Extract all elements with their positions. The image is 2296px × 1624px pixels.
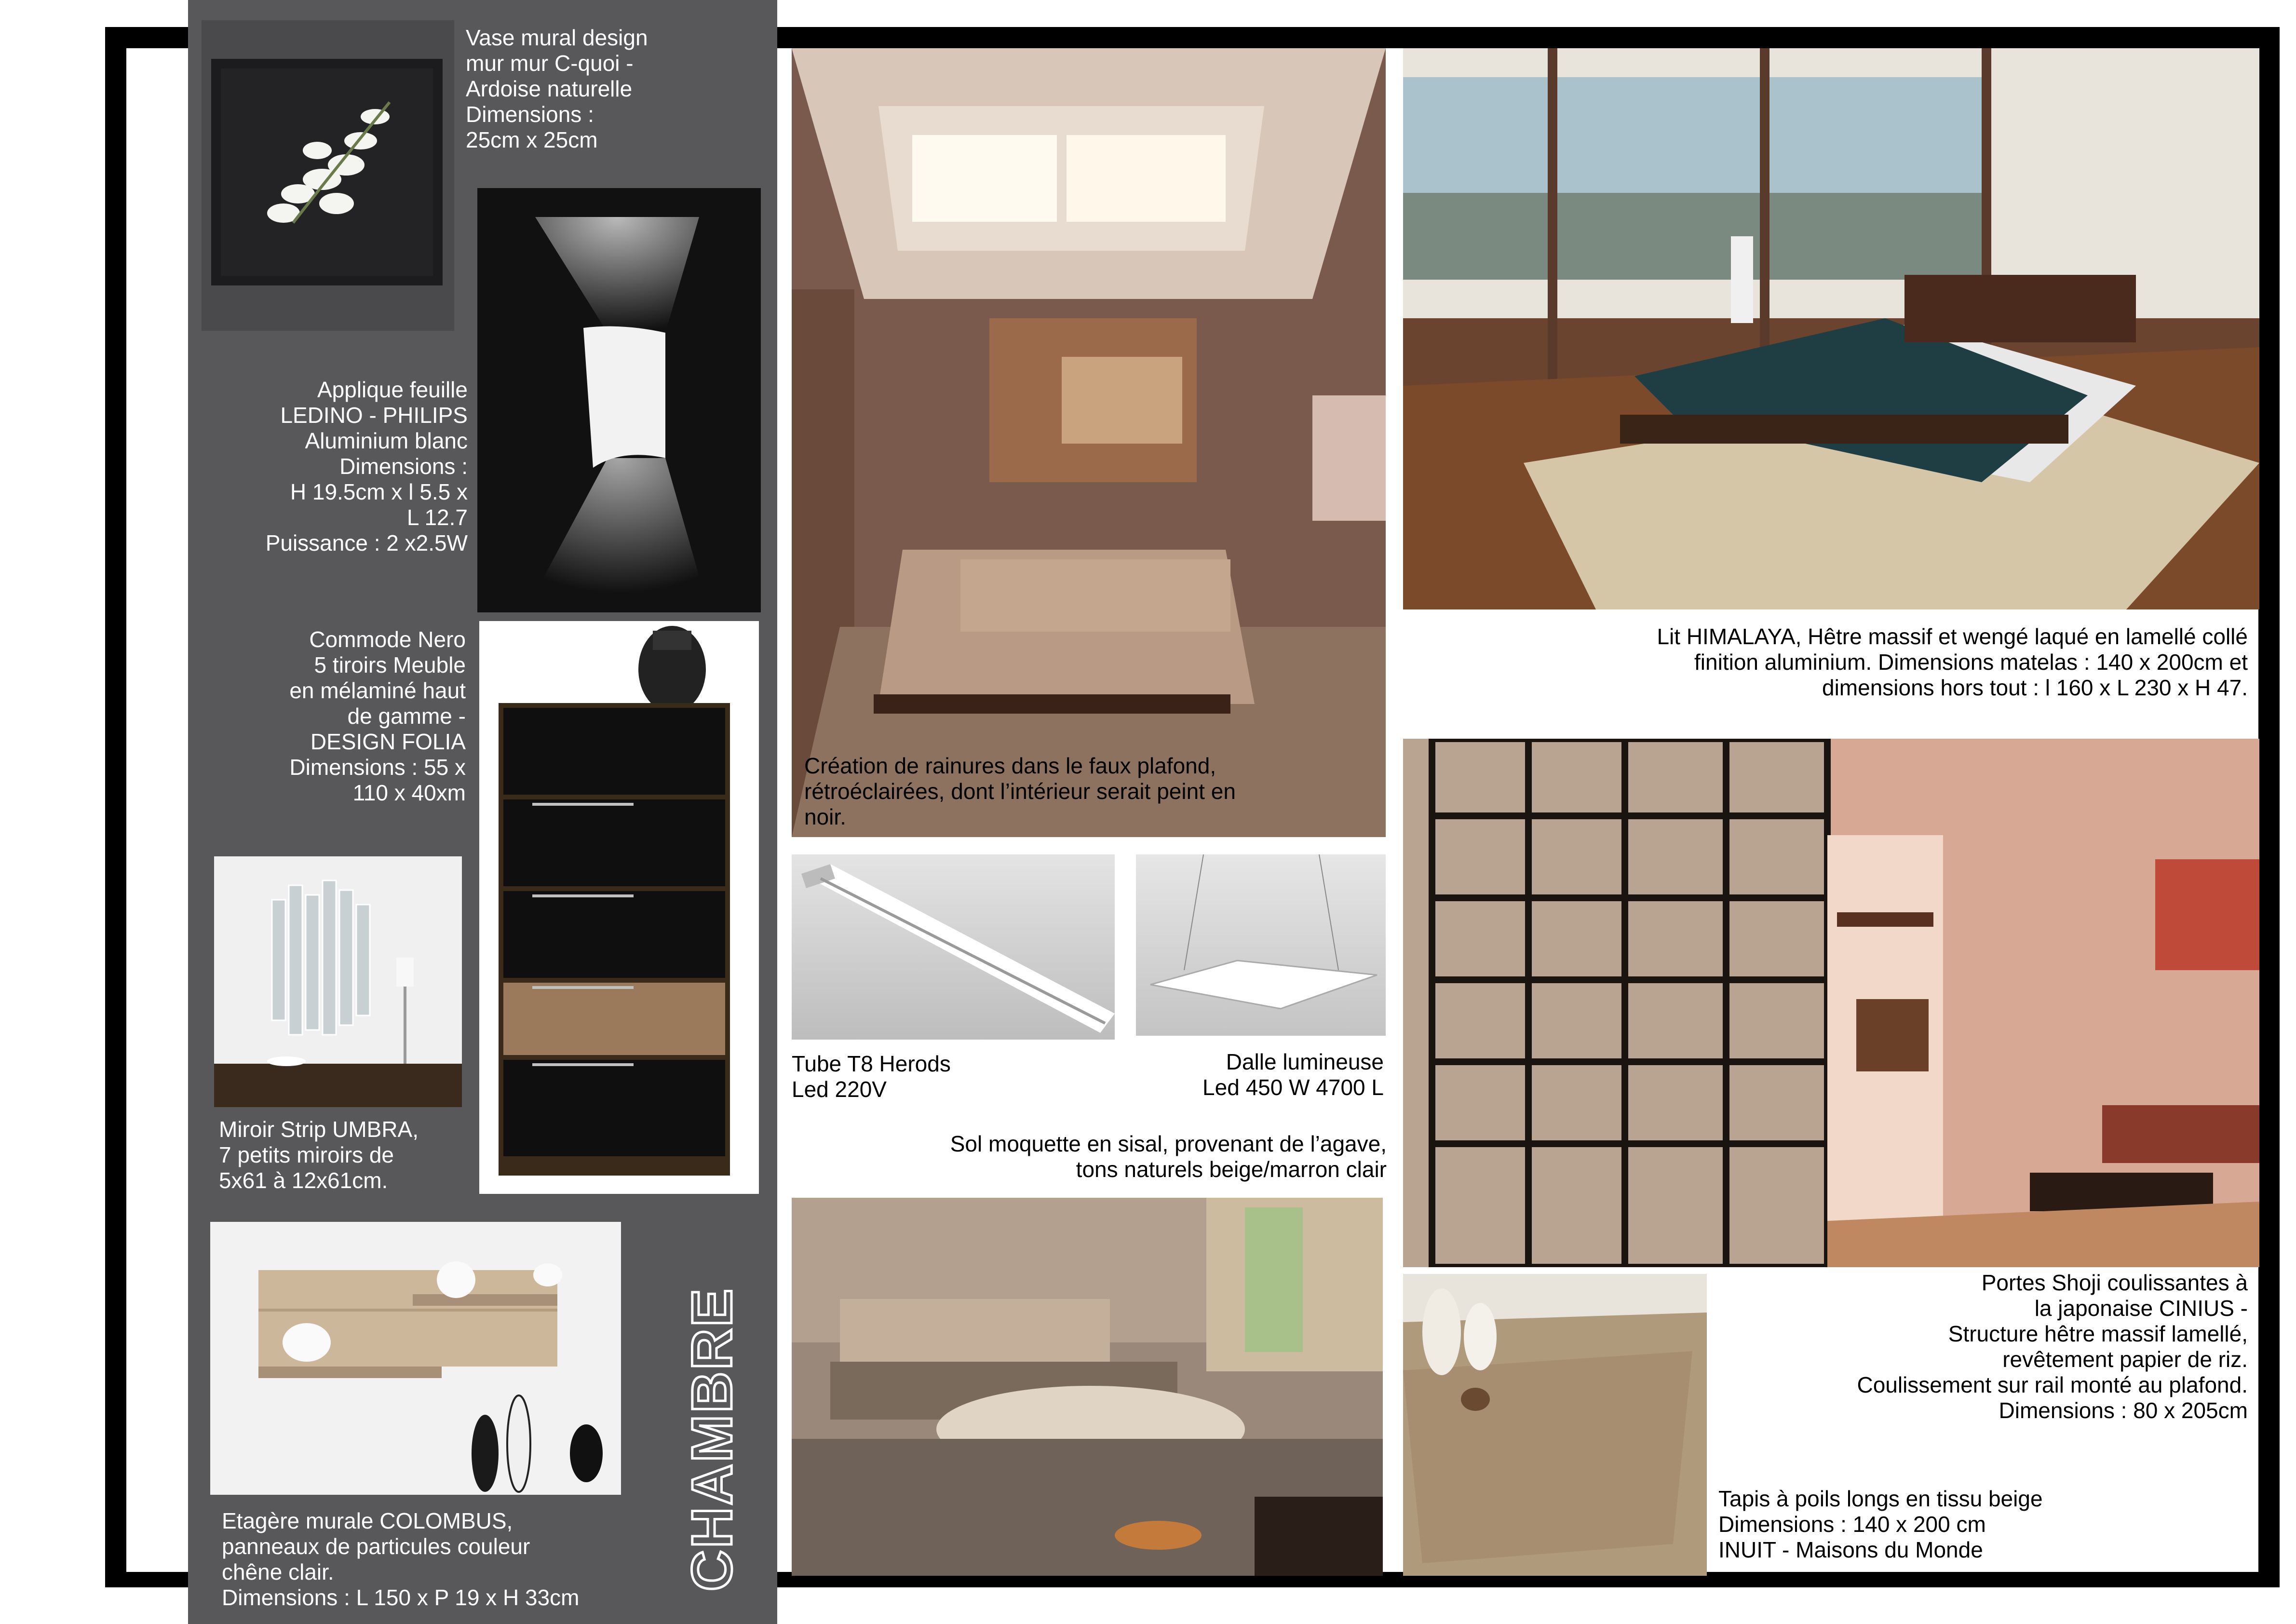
shoji-photo	[1403, 739, 2259, 1267]
shoji-caption: Portes Shoji coulissantes à la japonaise CINIUS - Structure hêtre massif lamellé, revêtement papier de riz. Coulissement sur rail monté au plafond. Dimensions : 80 x 205cm	[1857, 1270, 2248, 1423]
vase-photo	[202, 20, 454, 331]
dalle-photo	[1136, 854, 1386, 1036]
dalle-caption: Dalle lumineuse Led 450 W 4700 L	[1202, 1049, 1384, 1100]
applique-caption: Applique feuille LEDINO - PHILIPS Aluminium blanc Dimensions : H 19.5cm x l 5.5 x L 12.7 Puissance : 2 x2.5W	[265, 377, 468, 555]
bedroom-ceiling-photo	[792, 48, 1386, 837]
plafond-caption: Création de rainures dans le faux plafond, rétroéclairées, dont l’intérieur serait peint en noir.	[804, 753, 1236, 829]
sol-caption: Sol moquette en sisal, provenant de l’agave, tons naturels beige/marron clair	[950, 1131, 1387, 1182]
applique-photo	[477, 188, 761, 612]
miroir-caption: Miroir Strip UMBRA, 7 petits miroirs de 5x61 à 12x61cm.	[219, 1117, 419, 1193]
etagere-caption: Etagère murale COLOMBUS, panneaux de particules couleur chêne clair. Dimensions : L 150 x P 19 x H 33cm	[222, 1508, 580, 1610]
etagere-photo	[210, 1222, 621, 1495]
tube-caption: Tube T8 Herods Led 220V	[792, 1051, 951, 1102]
commode-photo	[479, 621, 759, 1194]
miroir-photo	[214, 856, 462, 1107]
lit-caption: Lit HIMALAYA, Hêtre massif et wengé laqué en lamellé collé finition aluminium. Dimensions matelas : 140 x 200cm et dimensions hors tout : l 160 x L 230 x H 47.	[1657, 624, 2248, 700]
commode-caption: Commode Nero 5 tiroirs Meuble en mélaminé haut de gamme - DESIGN FOLIA Dimensions : 55 x 110 x 40xm	[289, 627, 466, 805]
vase-caption: Vase mural design mur mur C-quoi - Ardoise naturelle Dimensions : 25cm x 25cm	[466, 25, 648, 152]
lit-photo	[1403, 48, 2259, 609]
sol-photo	[792, 1198, 1383, 1576]
tube-photo	[792, 854, 1115, 1040]
tapis-caption: Tapis à poils longs en tissu beige Dimensions : 140 x 200 cm INUIT - Maisons du Monde	[1718, 1486, 2043, 1562]
chambre-title: CHAMBRE	[680, 1286, 744, 1591]
tapis-photo	[1403, 1274, 1707, 1576]
